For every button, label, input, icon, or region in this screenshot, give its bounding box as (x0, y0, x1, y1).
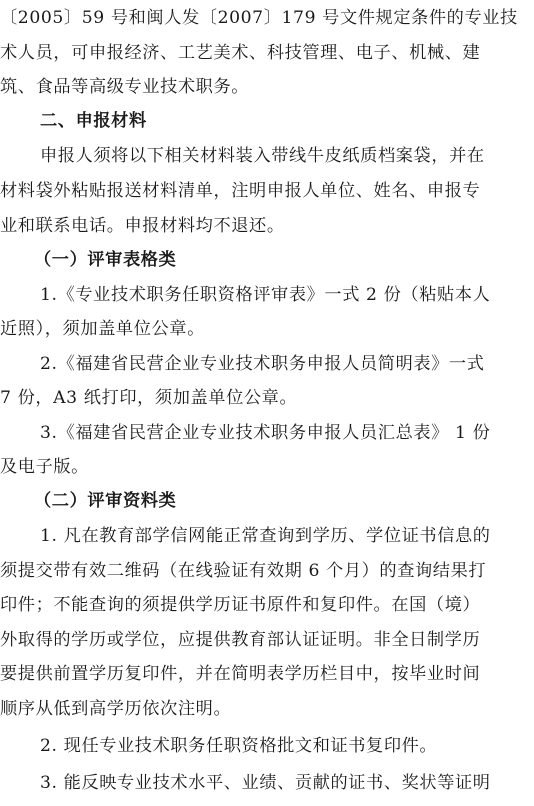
text-line: 须提交带有效二维码（在线验证有效期 6 个月）的查询结果打 (0, 561, 487, 581)
text-line: 7 份，A3 纸打印，须加盖单位公章。 (0, 388, 298, 408)
text-line: 2. 现任专业技术职务任职资格批文和证书复印件。 (40, 736, 438, 756)
text-line: 3.《福建省民营企业专业技术职务申报人员汇总表》 1 份 (40, 423, 491, 443)
text-line: 术人员，可申报经济、工艺美术、科技管理、电子、机械、建 (0, 43, 481, 63)
subsection-heading: （二）评审资料类 (34, 491, 177, 511)
text-line: 申报人须将以下相关材料装入带线牛皮纸质档案袋，并在 (40, 146, 485, 166)
section-heading: 二、申报材料 (40, 111, 147, 131)
text-line: 2.《福建省民营企业专业技术职务申报人员简明表》一式 (40, 354, 485, 374)
text-line: 筑、食品等高级专业技术职务。 (0, 77, 250, 97)
text-line: 1.《专业技术职务任职资格评审表》一式 2 份（粘贴本人 (40, 285, 491, 305)
text-line: 材料袋外粘贴报送材料清单，注明申报人单位、姓名、申报专 (0, 181, 481, 201)
text-line: 3. 能反映专业技术水平、业绩、贡献的证书、奖状等证明 (40, 773, 491, 793)
text-line: 业和联系电话。申报材料均不退还。 (0, 216, 285, 236)
text-line: 印件；不能查询的须提供学历证书原件和复印件。在国（境） (0, 595, 481, 615)
text-line: 外取得的学历或学位，应提供教育部认证证明。非全日制学历 (0, 630, 481, 650)
subsection-heading: （一）评审表格类 (34, 250, 177, 270)
text-line: 顺序从低到高学历依次注明。 (0, 699, 232, 719)
text-line: 近照），须加盖单位公章。 (0, 319, 205, 339)
text-line: 及电子版。 (0, 457, 89, 477)
text-line: 1. 凡在教育部学信网能正常查询到学历、学位证书信息的 (40, 526, 491, 546)
text-line: 要提供前置学历复印件，并在简明表学历栏目中，按毕业时间 (0, 664, 481, 684)
text-line: 〔2005〕59 号和闽人发〔2007〕179 号文件规定条件的专业技 (0, 8, 518, 28)
